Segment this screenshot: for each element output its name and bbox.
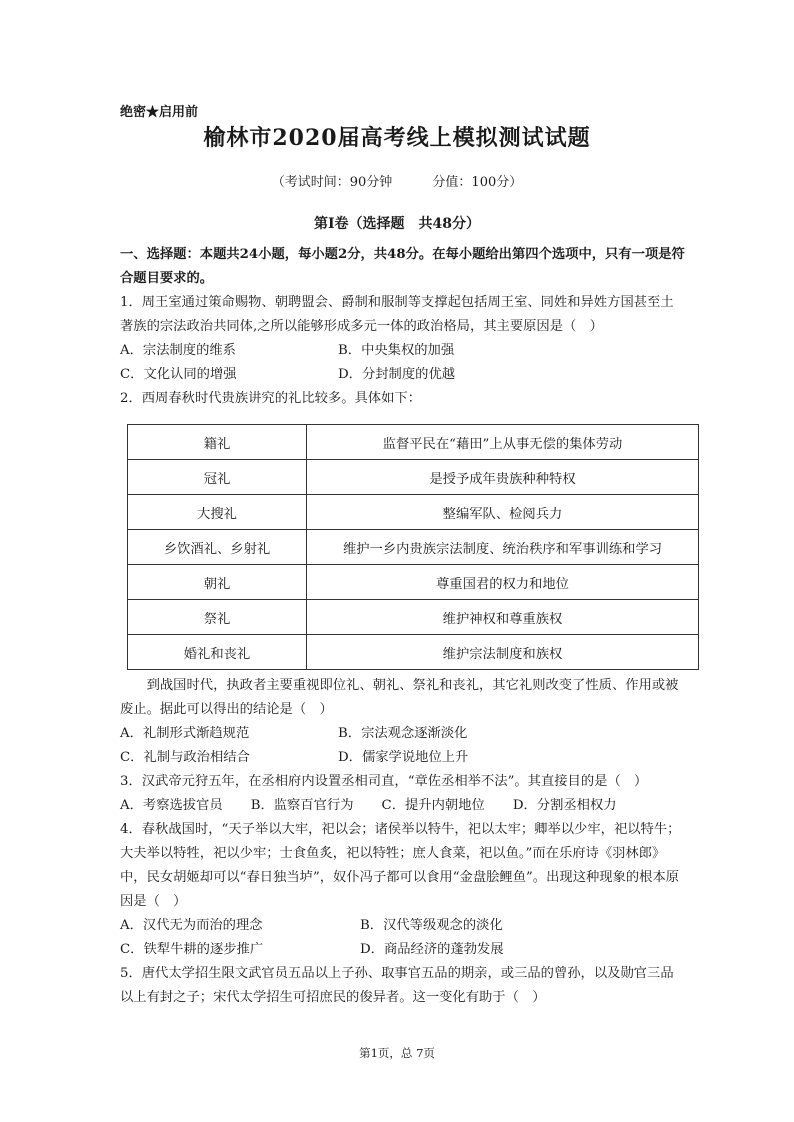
q1-option-a[interactable]: A．宗法制度的维系: [120, 343, 236, 358]
q4-options: [120, 914, 686, 962]
rite-desc: 维护一乡内贵族宗法制度、统治秩序和军事训练和学习: [307, 530, 699, 565]
page-footer: 第1页，总 7页: [359, 1046, 435, 1060]
q3-option-c[interactable]: C．提升内朝地位: [381, 798, 485, 813]
q2-option-a[interactable]: A．礼制形式渐趋规范: [120, 726, 250, 741]
q4-option-b[interactable]: B．汉代等级观念的淡化: [360, 918, 503, 933]
table-row: [128, 460, 699, 495]
q3-stem: 3．汉武帝元狩五年，在丞相府内设置丞相司直，“章佐丞相举不法”。其直接目的是（ ）: [120, 774, 648, 789]
rite-desc: 维护神权和尊重族权: [307, 600, 699, 635]
table-row: [128, 565, 699, 600]
rite-desc: 维护宗法制度和族权: [307, 635, 699, 670]
rites-table: [127, 424, 699, 670]
table-row: [128, 600, 699, 635]
q4-stem: 4．春秋战国时，“天子举以大牢，祀以会；诸侯举以特牛，祀以太牢；卿举以少牢，祀以特牛；大夫举以特牲，祀以少牢；士食鱼炙，祀以特牲；庶人食菜，祀以鱼。”而在乐府诗《羽林郎》中，民女胡姬却可以“春日独当垆”，奴仆冯子都可以食用“金盘脍鲤鱼”。出现这种现象的根本原因是（ ）: [120, 822, 681, 909]
rite-name: 朝礼: [128, 565, 307, 600]
q1-option-b[interactable]: B．中央集权的加强: [338, 343, 455, 358]
rite-name: 冠礼: [128, 460, 307, 495]
rite-name: 祭礼: [128, 600, 307, 635]
q2-option-d[interactable]: D．儒家学说地位上升: [338, 750, 469, 765]
table-row: [128, 495, 699, 530]
exam-time: （考试时间：90分钟: [271, 175, 393, 190]
table-row: [128, 635, 699, 670]
q5-stem: 5．唐代太学招生限文武官员五品以上子孙、取事官五品的期亲，或三品的曾孙，以及勋官三品以上有封之子；宋代太学招生可招庶民的俊异者。这一变化有助于（ ）: [120, 966, 674, 1005]
exam-title: 榆林市2020届高考线上模拟测试试题: [203, 125, 591, 151]
q2-option-c[interactable]: C．礼制与政治相结合: [120, 750, 250, 765]
question-block-1: [120, 243, 686, 411]
q4-option-d[interactable]: D．商品经济的蓬勃发展: [360, 942, 504, 957]
q1-option-c[interactable]: C．文化认同的增强: [120, 367, 237, 382]
q2-after-text: 到战国时代，执政者主要重视即位礼、朝礼、祭礼和丧礼，其它礼则改变了性质、作用或被废止。据此可以得出的结论是（ ）: [120, 678, 679, 717]
question-block-2: [120, 674, 686, 1010]
rite-name: 籍礼: [128, 425, 307, 460]
rite-name: 乡饮酒礼、乡射礼: [128, 530, 307, 565]
q4-option-a[interactable]: A．汉代无为而治的理念: [120, 918, 263, 933]
q1-options: [120, 339, 686, 387]
rite-desc: 监督平民在“藉田”上从事无偿的集体劳动: [307, 425, 699, 460]
table-row: [128, 530, 699, 565]
rite-name: 大搜礼: [128, 495, 307, 530]
table-row: [128, 425, 699, 460]
q3-options: [120, 794, 686, 818]
q1-stem: 1．周王室通过策命赐物、朝聘盟会、爵制和服制等支撑起包括周王室、同姓和异姓方国甚至土著族的宗法政治共同体,之所以能够形成多元一体的政治格局，其主要原因是（ ）: [120, 295, 674, 334]
q2-stem: 2．西周春秋时代贵族讲究的礼比较多。具体如下：: [120, 391, 421, 406]
exam-score: 分值：100分）: [432, 175, 523, 190]
q1-option-d[interactable]: D．分封制度的优越: [338, 367, 456, 382]
rite-desc: 整编军队、检阅兵力: [307, 495, 699, 530]
rite-desc: 是授予成年贵族种种特权: [307, 460, 699, 495]
q3-option-b[interactable]: B．监察百官行为: [250, 798, 354, 813]
q3-option-d[interactable]: D．分割丞相权力: [512, 798, 617, 813]
secret-mark: 绝密★启用前: [120, 105, 199, 120]
q2-option-b[interactable]: B．宗法观念逐渐淡化: [338, 726, 468, 741]
rite-desc: 尊重国君的权力和地位: [307, 565, 699, 600]
section-title: 第Ⅰ卷（选择题 共48分）: [313, 216, 481, 232]
exam-meta: [0, 171, 794, 190]
section-instructions: 一、选择题：本题共24小题，每小题2分，共48分。在每小题给出第四个选项中，只有一项是符合题目要求的。: [120, 247, 685, 286]
q2-options: [120, 722, 686, 770]
rite-name: 婚礼和丧礼: [128, 635, 307, 670]
q3-option-a[interactable]: A．考察选拔官员: [120, 798, 223, 813]
q4-option-c[interactable]: C．铁犁牛耕的逐步推广: [120, 942, 264, 957]
